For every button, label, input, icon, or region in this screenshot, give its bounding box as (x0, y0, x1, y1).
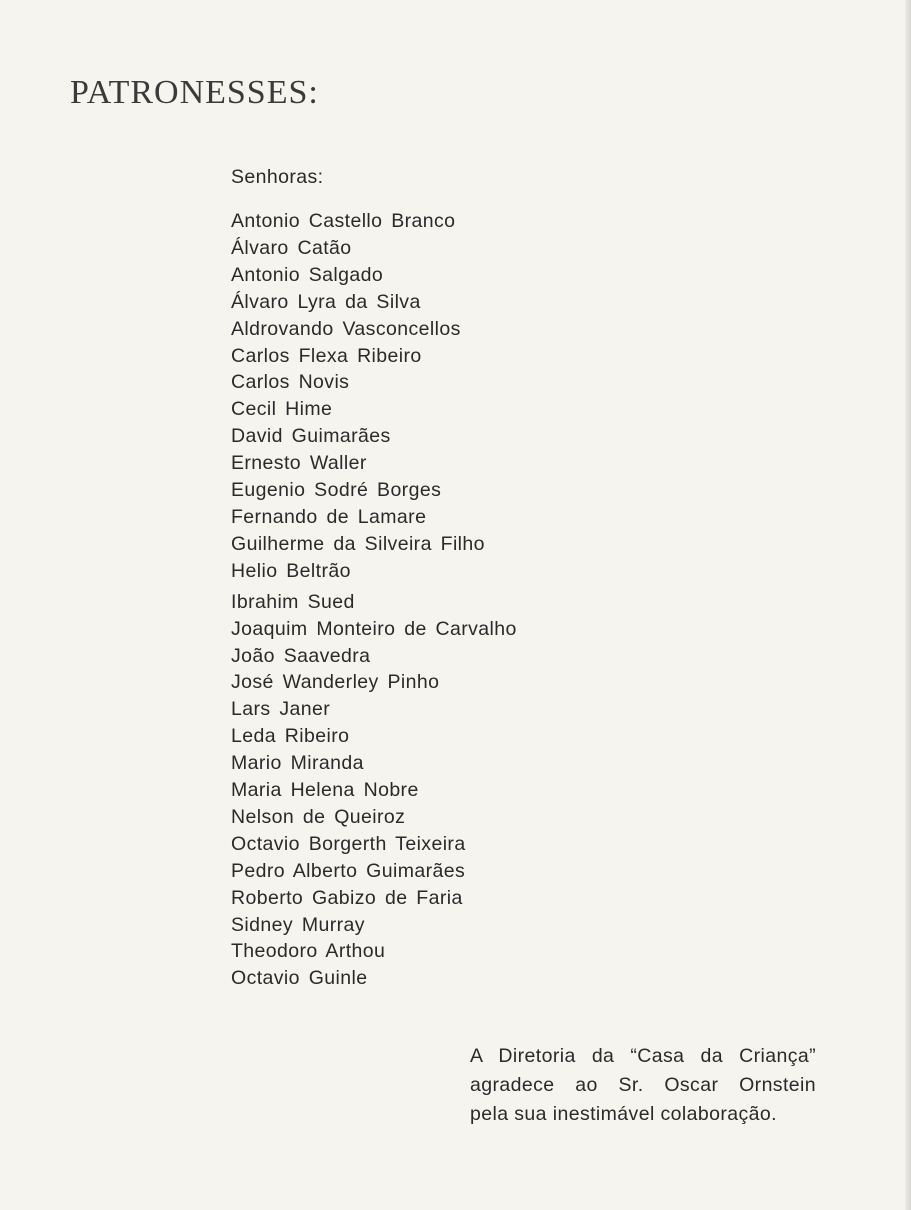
page-edge (905, 0, 911, 1210)
list-item: Álvaro Catão (231, 236, 352, 259)
list-item: Nelson de Queiroz (231, 805, 406, 828)
page-title: PATRONESSES: (70, 74, 319, 111)
list-item: Roberto Gabizo de Faria (231, 886, 463, 909)
list-item: Mario Miranda (231, 752, 364, 775)
list-item: Joaquim Monteiro de Carvalho (231, 617, 517, 640)
list-item: Carlos Novis (231, 371, 350, 394)
list-item: Sidney Murray (231, 913, 365, 936)
acknowledgement-line: pela sua inestimável colaboração. (470, 1103, 777, 1125)
list-item: Eugenio Sodré Borges (231, 479, 442, 502)
list-item: Carlos Flexa Ribeiro (231, 344, 422, 367)
salutation: Senhoras: (231, 166, 324, 188)
list-item: Helio Beltrão (231, 559, 351, 582)
list-item: Octavio Guinle (231, 967, 368, 990)
acknowledgement (470, 1042, 816, 1129)
list-item: Fernando de Lamare (231, 505, 427, 528)
list-item: David Guimarães (231, 425, 391, 448)
list-item: Theodoro Arthou (231, 940, 386, 963)
list-item: Álvaro Lyra da Silva (231, 290, 421, 313)
list-item: Antonio Castello Branco (231, 210, 456, 232)
list-item: Leda Ribeiro (231, 725, 350, 748)
list-item: João Saavedra (231, 644, 371, 667)
patroness-list (231, 208, 517, 992)
list-item: Maria Helena Nobre (231, 779, 419, 802)
list-item: José Wanderley Pinho (231, 671, 440, 694)
acknowledgement-line: agradece ao Sr. Oscar Ornstein (470, 1074, 816, 1096)
list-item: Guilherme da Silveira Filho (231, 532, 485, 555)
list-item: Ernesto Waller (231, 452, 367, 475)
list-item: Lars Janer (231, 698, 331, 721)
acknowledgement-line: A Diretoria da “Casa da Criança” (470, 1045, 816, 1067)
list-item: Pedro Alberto Guimarães (231, 859, 466, 882)
list-item: Antonio Salgado (231, 263, 384, 286)
list-item: Aldrovando Vasconcellos (231, 317, 461, 340)
list-item: Octavio Borgerth Teixeira (231, 832, 466, 855)
list-item: Ibrahim Sued (231, 590, 355, 613)
list-item: Cecil Hime (231, 398, 333, 421)
